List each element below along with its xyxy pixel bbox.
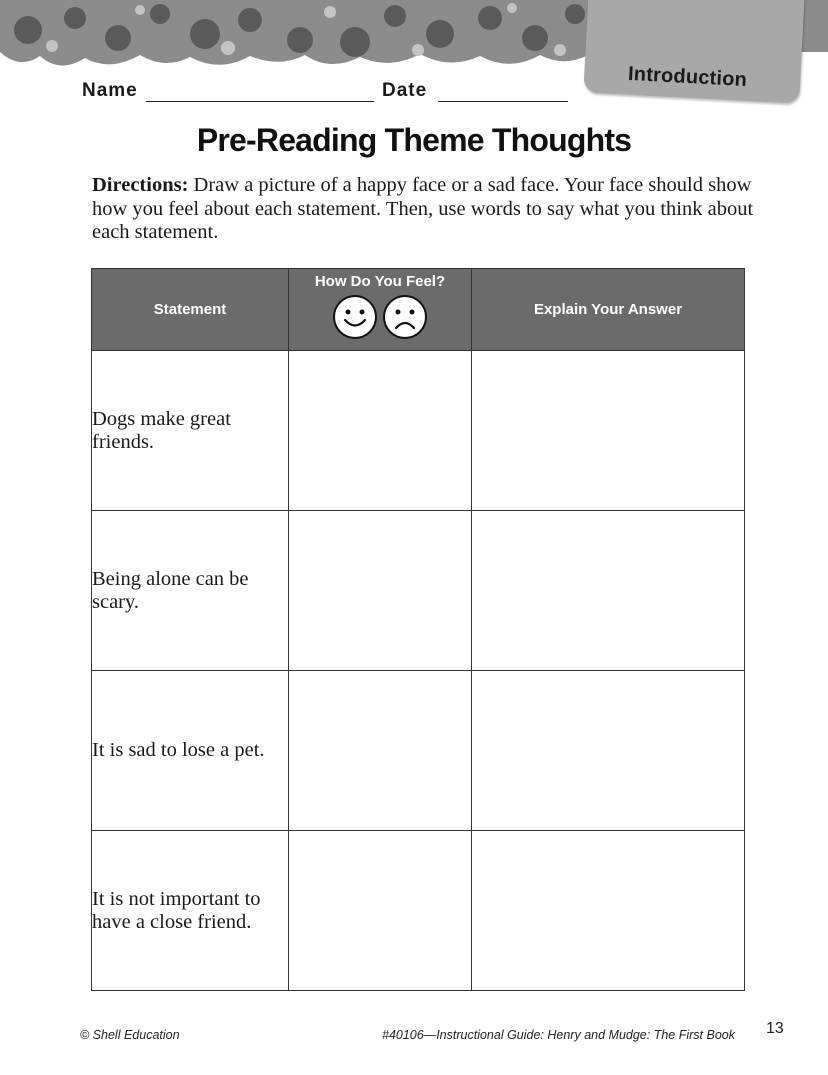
statement-cell: Dogs make great friends. <box>92 351 289 511</box>
section-tab-label: Introduction <box>627 62 748 92</box>
table-row <box>92 511 745 671</box>
date-field[interactable] <box>438 101 568 102</box>
page-number: 13 <box>766 1020 784 1037</box>
feel-cell[interactable] <box>289 351 472 511</box>
explain-cell[interactable] <box>472 671 745 831</box>
directions-text: Draw a picture of a happy face or a sad face. Your face should show how you feel about each statement. Then, use words to say what you think about each statement. <box>92 174 754 243</box>
directions-label: Directions: <box>92 174 189 196</box>
explain-cell[interactable] <box>472 511 745 671</box>
statement-cell: Being alone can be scary. <box>92 511 289 671</box>
feel-header-label: How Do You Feel? <box>314 273 446 290</box>
feel-cell[interactable] <box>289 671 472 831</box>
explain-cell[interactable] <box>472 351 745 511</box>
book-footer: #40106—Instructional Guide: Henry and Mudge: The First Book <box>382 1028 735 1042</box>
directions <box>92 174 782 245</box>
response-table <box>91 268 745 991</box>
copyright-footer: © Shell Education <box>80 1028 180 1042</box>
feel-cell[interactable] <box>289 831 472 991</box>
feel-cell[interactable] <box>289 511 472 671</box>
statement-cell: It is sad to lose a pet. <box>92 671 289 831</box>
name-label: Name <box>82 80 138 101</box>
table-row <box>92 351 745 511</box>
explain-header: Explain Your Answer <box>472 269 745 351</box>
name-field[interactable] <box>146 101 374 102</box>
statement-header: Statement <box>92 269 289 351</box>
feel-header <box>289 269 472 351</box>
table-header-row <box>92 269 745 351</box>
table-row <box>92 831 745 991</box>
happy-face-icon <box>332 294 378 340</box>
sad-face-icon <box>382 294 428 340</box>
explain-cell[interactable] <box>472 831 745 991</box>
statement-cell: It is not important to have a close friend. <box>92 831 289 991</box>
date-label: Date <box>382 80 428 101</box>
page-title: Pre-Reading Theme Thoughts <box>196 122 632 158</box>
table-row <box>92 671 745 831</box>
